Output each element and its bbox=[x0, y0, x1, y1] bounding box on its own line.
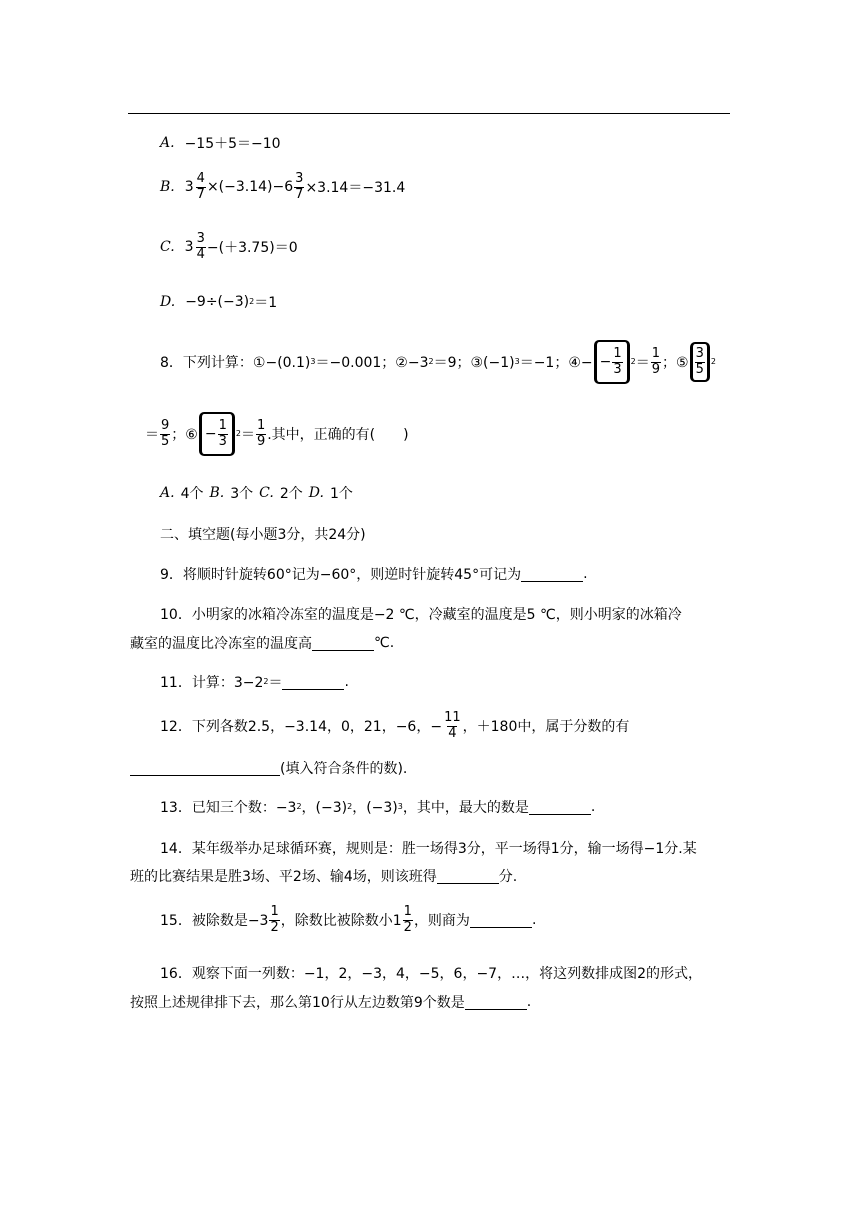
fraction: $\frac{3}{4}$ bbox=[196, 231, 205, 262]
answer-blank bbox=[465, 995, 527, 1010]
section-2-heading: 二、填空题(每小题3分，共24分) bbox=[160, 527, 366, 543]
option-c: C. 3 $\frac{3}{4}$ −(＋3.75)＝0 bbox=[160, 231, 298, 262]
option-b: B. 3 $\frac{4}{7}$ ×(−3.14)−6 $\frac{3}{7}$ ×3.14＝−31.4 bbox=[160, 171, 406, 202]
question-16-line-2: 按照上述规律排下去，那么第10行从左边数第9个数是 . bbox=[130, 994, 532, 1011]
fraction: $\frac{3}{7}$ bbox=[295, 171, 304, 202]
question-10-line-2: 藏室的温度比冷冻室的温度高 ℃. bbox=[130, 635, 395, 652]
bracket-expression: $\frac{3}{5}$ bbox=[690, 342, 710, 382]
option-a: A. −15＋5＝−10 bbox=[160, 135, 281, 152]
question-16-line-1: 16．观察下面一列数：−1，2，−3，4，−5，6，−7，…，将这列数排成图2的形式， bbox=[160, 966, 702, 982]
question-14-line-2: 班的比赛结果是胜3场、平2场、输4场，则该班得 分. bbox=[130, 869, 518, 885]
question-14-line-1: 14．某年级举办足球循环赛，规则是：胜一场得3分，平一场得1分，输一场得−1分.某 bbox=[160, 841, 697, 857]
question-10-line-1: 10．小明家的冰箱冷冻室的温度是−2 ℃，冷藏室的温度是5 ℃，则小明家的冰箱冷 bbox=[160, 607, 682, 623]
answer-blank bbox=[130, 761, 280, 776]
question-15: 15．被除数是−3 $\frac{1}{2}$ ，除数比被除数小1 $\frac{1}{2}$ ，则商为 . bbox=[160, 904, 537, 935]
question-12-line-2: (填入符合条件的数). bbox=[130, 758, 407, 778]
question-13: 13．已知三个数：−3 2 ，(−3) 2 ，(−3) 3 ，其中，最大的数是 . bbox=[160, 799, 596, 816]
answer-blank bbox=[521, 567, 583, 582]
answer-blank bbox=[529, 800, 591, 815]
fraction: $\frac{4}{7}$ bbox=[196, 171, 205, 202]
answer-blank bbox=[437, 869, 499, 884]
question-9: 9．将顺时针旋转60°记为−60°，则逆时针旋转45°可记为 . bbox=[160, 566, 588, 583]
question-8-answers: A. 4个 B. 3个 C. 2个 D. 1个 bbox=[160, 485, 353, 502]
question-12-line-1: 12．下列各数2.5，−3.14，0，21，−6，− $\frac{11}{4}$ ，＋180中，属于分数的有 bbox=[160, 710, 630, 741]
question-11: 11．计算：3−2 2 ＝ . bbox=[160, 674, 349, 691]
question-8-line-1: 8．下列计算：①−(0.1) 3 ＝−0.001；②−3 2 ＝9；③(−1) 3 ＝−1；④− − $\frac{1}{3}$ 2 ＝ $\frac{1}{9}$ ；⑤ $\frac{3}{5}$ 2 bbox=[160, 340, 716, 384]
option-d: D. −9÷(−3) 2 ＝1 bbox=[160, 294, 278, 311]
answer-blank bbox=[312, 636, 374, 651]
question-8-line-2: ＝ $\frac{9}{5}$ ；⑥ − $\frac{1}{3}$ 2 ＝ $\frac{1}{9}$ .其中，正确的有( ) bbox=[145, 412, 409, 456]
bracket-expression: − $\frac{1}{3}$ bbox=[594, 340, 630, 384]
answer-blank bbox=[470, 913, 532, 928]
header-rule bbox=[128, 113, 730, 114]
answer-blank bbox=[282, 675, 344, 690]
bracket-expression: − $\frac{1}{3}$ bbox=[199, 412, 235, 456]
